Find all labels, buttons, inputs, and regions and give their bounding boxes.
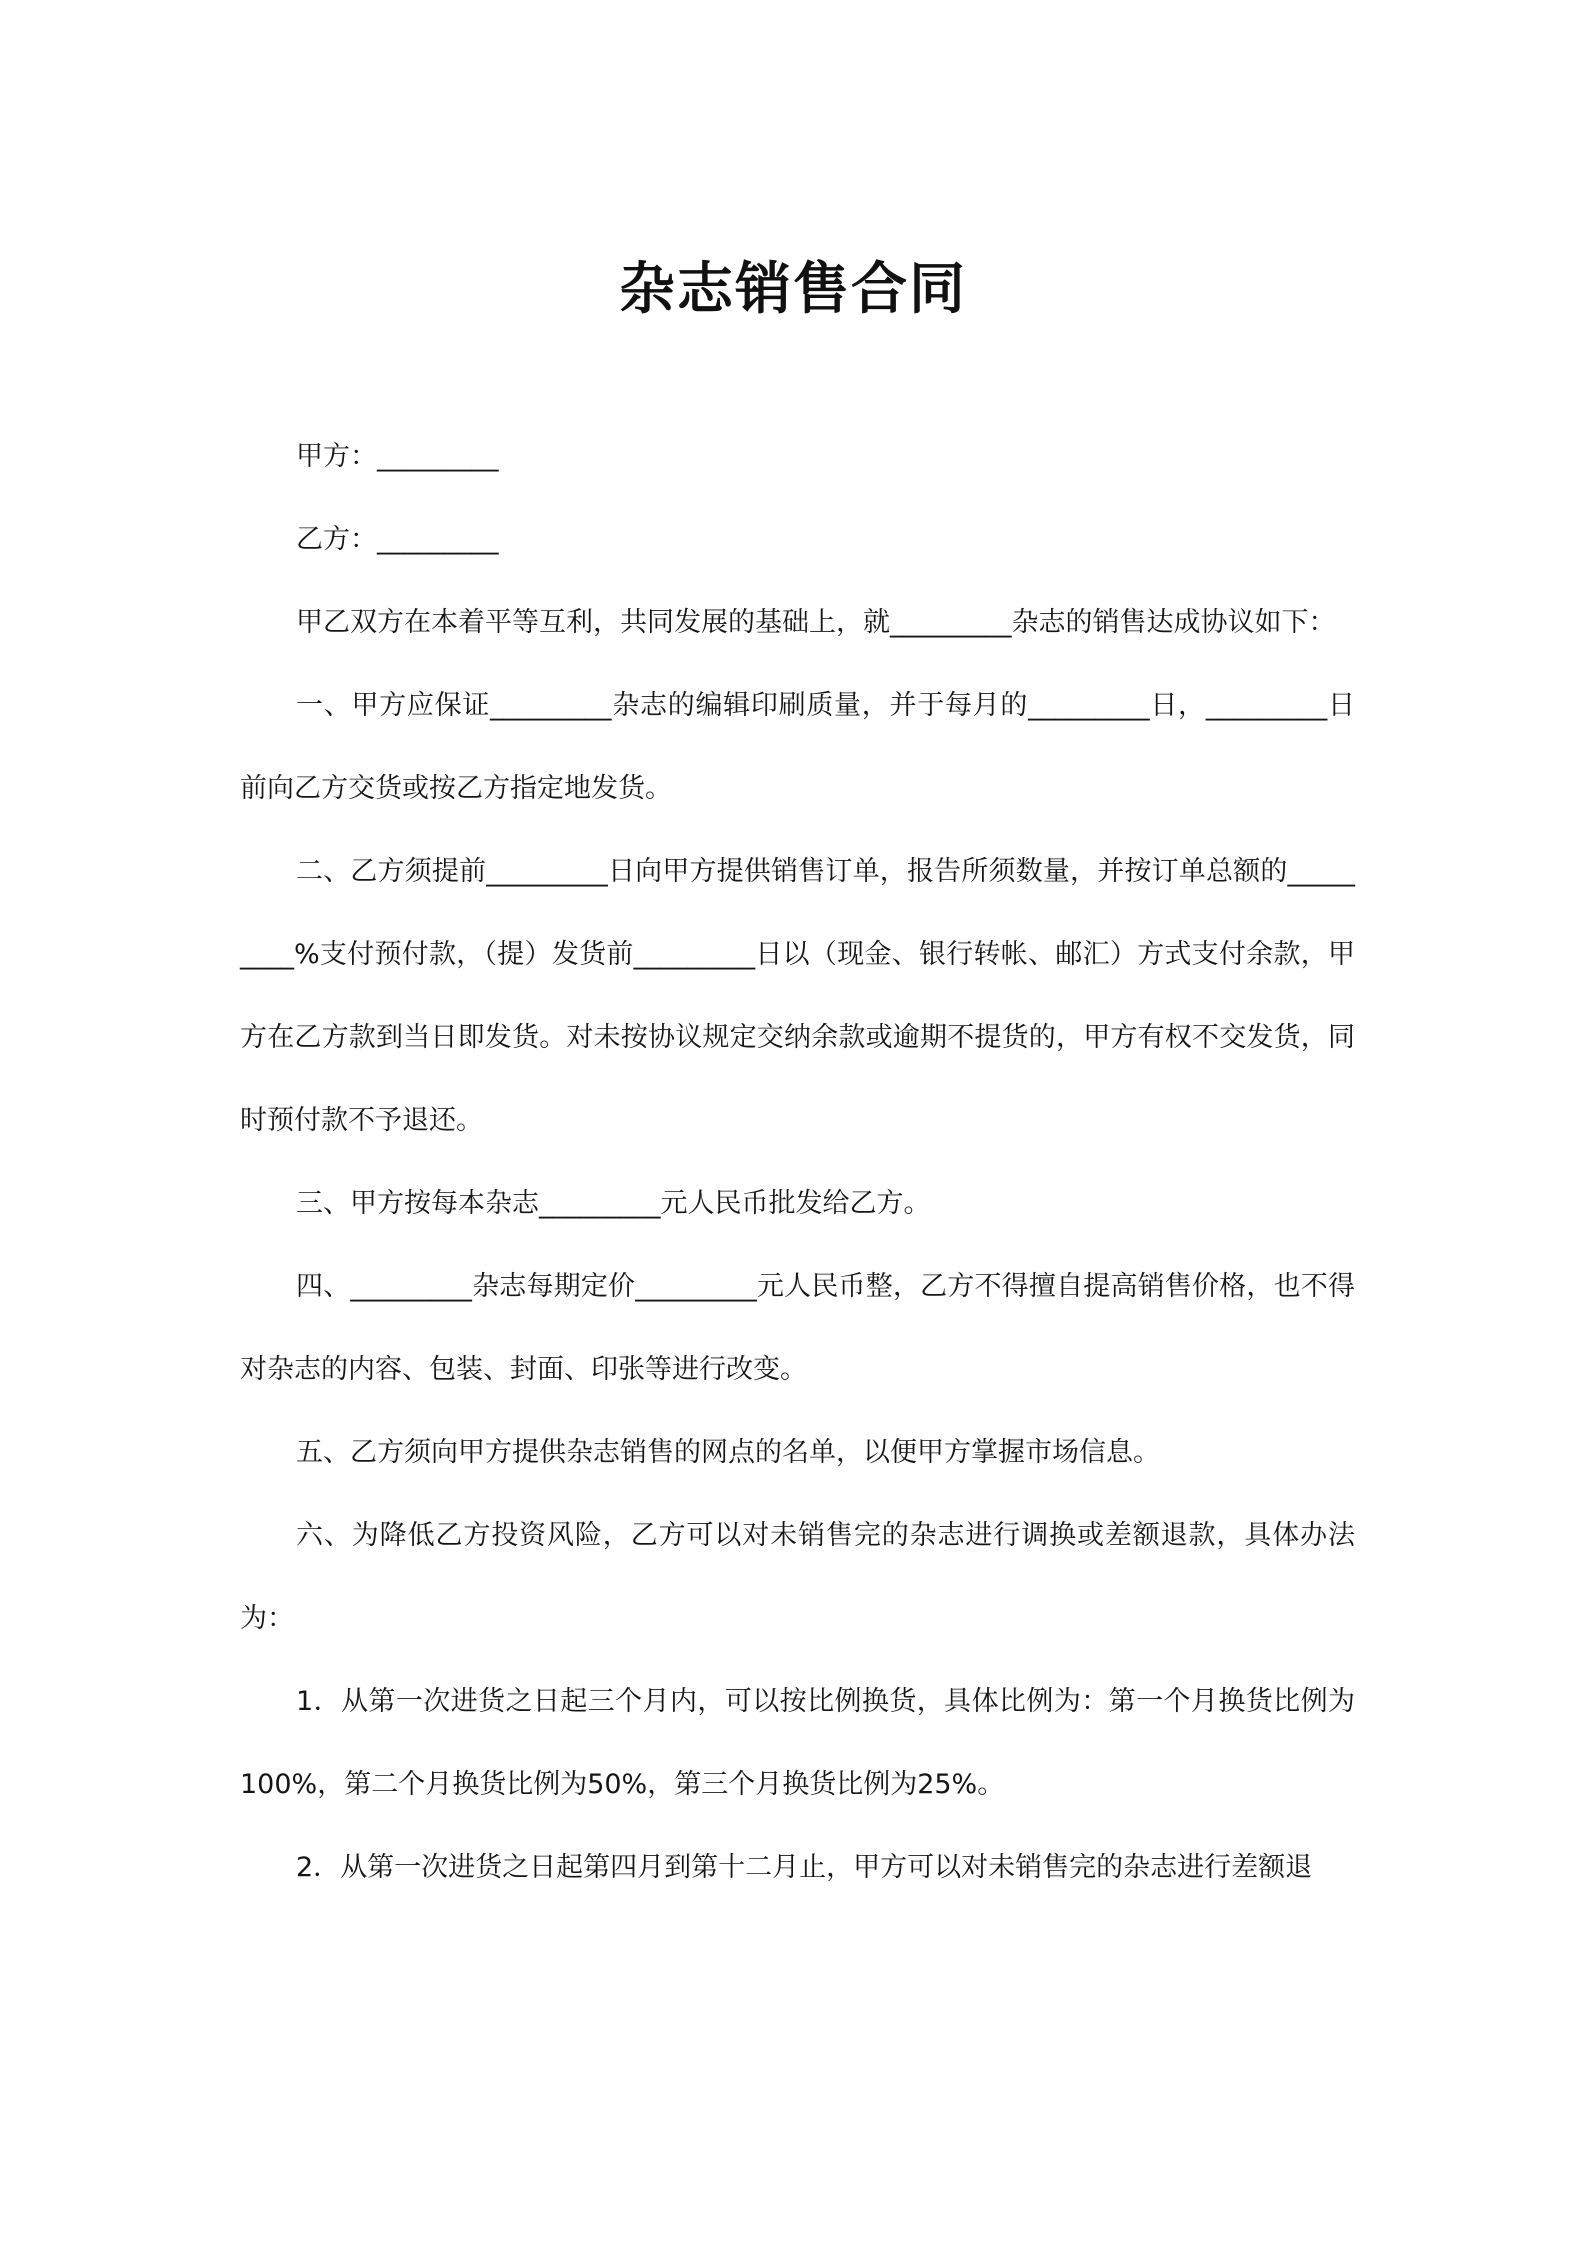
clause-3-paragraph: 三、甲方按每本杂志_________元人民币批发给乙方。 xyxy=(296,1188,931,1219)
clause-4-paragraph: 四、_________杂志每期定价_________元人民币整，乙方不得擅自提高销售价格，也不得对杂志的内容、包装、封面、印张等进行改变。 xyxy=(240,1271,1355,1385)
document-title: 杂志销售合同 xyxy=(619,257,967,322)
clause-6-item-1-paragraph: 1．从第一次进货之日起三个月内，可以按比例换货，具体比例为：第一个月换货比例为100%，第二个月换货比例为50%，第三个月换货比例为25%。 xyxy=(240,1686,1355,1800)
clause-1-paragraph: 一、甲方应保证_________杂志的编辑印刷质量，并于每月的_________日，_________日前向乙方交货或按乙方指定地发货。 xyxy=(240,690,1355,804)
document-body xyxy=(240,415,1355,1909)
clause-2-paragraph: 二、乙方须提前_________日向甲方提供销售订单，报告所须数量，并按订单总额的_________%支付预付款，（提）发货前_________日以（现金、银行转帐、邮汇）方式支付余款，甲方在乙方款到当日即发货。对未按协议规定交纳余款或逾期不提货的，甲方有权不交发货，同时预付款不予退还。 xyxy=(240,856,1355,1136)
clause-5-paragraph: 五、乙方须向甲方提供杂志销售的网点的名单，以便甲方掌握市场信息。 xyxy=(296,1437,1160,1468)
party-b-line: 乙方：_________ xyxy=(296,524,499,555)
party-a-line: 甲方：_________ xyxy=(296,441,499,472)
clause-6-item-2-paragraph: 2．从第一次进货之日起第四月到第十二月止，甲方可以对未销售完的杂志进行差额退 xyxy=(296,1852,1313,1883)
intro-paragraph: 甲乙双方在本着平等互利，共同发展的基础上，就_________杂志的销售达成协议如下： xyxy=(296,607,1336,638)
clause-6-paragraph: 六、为降低乙方投资风险，乙方可以对未销售完的杂志进行调换或差额退款，具体办法为： xyxy=(240,1520,1355,1634)
